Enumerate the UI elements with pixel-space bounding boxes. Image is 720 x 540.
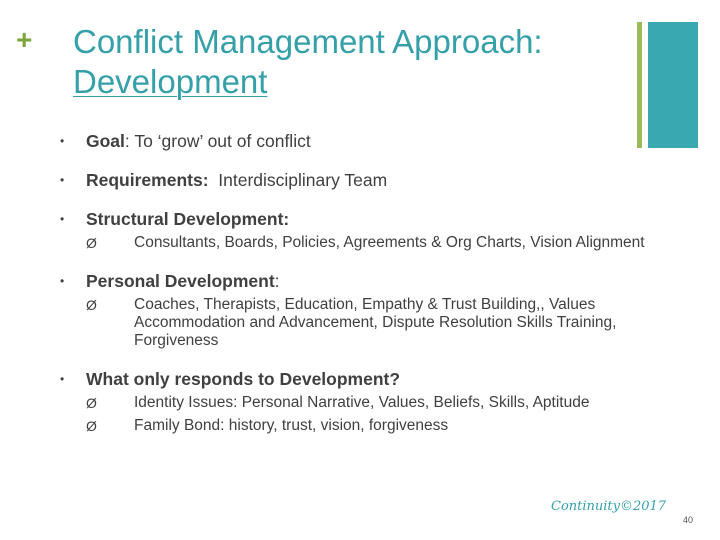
bullet-structural-development [56,208,696,230]
arrow-bullet-icon: Ø [86,395,97,411]
bullet-label: What only responds to Development? [86,369,401,389]
sub-bullet [86,234,654,252]
bullet-dot-icon: • [60,134,65,148]
footer-brand: Continuity©2017 [551,499,667,514]
bullet-text: Interdisciplinary Team [208,170,388,190]
bullet-requirements [56,169,696,191]
sub-bullet-text: Coaches, Therapists, Education, Empathy & Trust Building,, Values Accommodation and Advancement, Dispute Resolution Skills Training, Forgiveness [134,296,617,349]
bullet-goal [56,130,696,152]
bullet-dot-icon: • [60,173,65,187]
bullet-text: : [274,271,280,291]
arrow-bullet-icon: Ø [86,297,97,313]
sub-bullet [86,296,674,350]
bullet-text: : To ‘grow’ out of conflict [124,131,311,151]
bullet-list [56,130,696,435]
arrow-bullet-icon: Ø [86,235,97,251]
sub-bullet [86,417,714,435]
bullet-dot-icon: • [60,372,65,386]
bullet-dot-icon: • [60,274,65,288]
title-line-1: Conflict Management Approach: [73,23,543,60]
bullet-label: Structural Development: [86,209,290,229]
page-number: 40 [683,515,694,525]
bullet-label: Goal [86,131,125,151]
plus-mark: + [16,24,33,55]
arrow-bullet-icon: Ø [86,418,97,434]
bullet-what-responds [56,368,696,390]
bullet-label: Personal Development [86,271,275,291]
bullet-label: Requirements: [86,170,209,190]
title-line-2: Development [73,63,268,100]
sub-bullet-text: Identity Issues: Personal Narrative, Values, Beliefs, Skills, Aptitude [134,394,590,411]
sub-bullet-text: Family Bond: history, trust, vision, forgiveness [134,417,449,434]
sub-bullet-text: Consultants, Boards, Policies, Agreements & Org Charts, Vision Alignment [134,234,645,251]
slide-title [73,22,638,102]
bullet-personal-development [56,270,696,292]
bullet-dot-icon: • [60,212,65,226]
sub-bullet [86,394,714,412]
